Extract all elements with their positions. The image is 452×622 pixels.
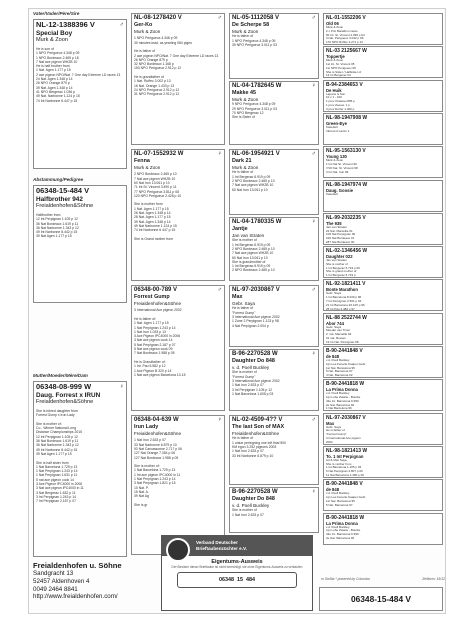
- ancestor-owner: Gebr. Saya: [326, 424, 342, 429]
- subject-notes: Halfbrother from 12 Int Perpignan 1.105 p 12 36 Nat Bordeaux 1.619 p 11 36 Nat Narbonne 1.343 p 12 49 Int Narbonne 8.442 p 15 39 Nat Agen 1.177 p 15: [36, 212, 79, 239]
- great-grandparent-card[interactable]: [229, 285, 319, 347]
- maternal-grandmother-ring: 06348-04-639 W: [134, 417, 179, 423]
- ancestor-ring: B-90-2441848 V: [326, 481, 363, 488]
- card-name: Dark 21: [232, 158, 252, 164]
- ancestor-ring: NL-95-1563130 V: [326, 148, 366, 155]
- card-notes: She is mother of 1 Int Bergerac 6.919 p 09 2 NPO Bordeaux 2.465 p 10 7 Nat ace pigeon WHZB 10 60 Nat Irun 13.061 p 10 She is grandmother of 1 Int Bergerac 6.919 p 09 2 NPO Bordeaux 2.465 p 10: [232, 238, 275, 273]
- ring-code: 06348: [219, 577, 234, 583]
- great-grandparent-card[interactable]: [229, 149, 319, 215]
- ancestor-card[interactable]: [323, 80, 443, 112]
- father-card[interactable]: [33, 19, 127, 169]
- ancestor-card[interactable]: [323, 313, 443, 345]
- grandfather-name: Ger-Ko: [134, 22, 153, 28]
- female-icon: ♀: [311, 351, 316, 357]
- ancestor-owner: Murk & Zoon: [326, 158, 344, 163]
- ancestor-name: Abor 744: [326, 320, 344, 326]
- ancestor-name: Daug. Goosie: [326, 187, 353, 193]
- ring-number: [177, 572, 297, 588]
- grandmother-ring: NL-07-1552932 W: [134, 151, 184, 157]
- mother-ring: 06348-08-999 W: [36, 382, 92, 391]
- mother-title: Mutter/Moeder/Mère/Dam: [33, 373, 88, 378]
- ancestor-owner: Jan van Straten: [326, 224, 348, 229]
- card-name: Jantje: [232, 226, 248, 232]
- ancestor-notes: 1 Int Nat St. Vincent 90 7/10 Nat. St. Vincent 98 3 Int Nat. Irun 99: [326, 161, 358, 174]
- ancestor-name: Bonte Marathon: [326, 287, 358, 293]
- subject-ring: 06348-15-484 V: [36, 186, 90, 195]
- ancestor-owner: Murk & Zoon: [326, 25, 344, 29]
- grandmother-owner: Murk & Zoon: [134, 164, 161, 170]
- ancestor-owner: v.d. Poell Buckley: [326, 524, 350, 529]
- card-owner: Freialdenhofen&Söhne: [232, 430, 279, 436]
- grandfather-card[interactable]: [131, 13, 225, 145]
- card-notes: She is mother of "Forrest Gump" 3 International Ace pigeon 2002 1 Nat Irun 2.633 p 07 3 Int Perpignan 1.105 p 12 1 Nat Barcelona 1.605 p 03: [232, 370, 280, 396]
- ancestor-notes: She is mother of 1 Int Bergerac 6.719 p 06 She is grand mother of 1 Int Bergerac 6.719 p: [326, 261, 360, 278]
- grandmother-notes: 2 NPO Bordeaux 2.465 p 10 7 Nat ace pigeon WHZB 10 60 Nat Irun 13.061 p 10 71 Int St. Vincent 3.490 p 11 77 NPO Perigueux 3.811 p 08 120 NPO Perigueux 2.428 p 10 She is mother from 1 Nat. Agen 1.177 p 15 26 Nat. Agen 1.348 p 14 28 Nat. Agen 1.177 p 15 39 Nat. Agen 1.348 p 14 49 Nat Narbonne 1.124 p 15 74 Int Narbonne 6.447 p 15 She is Grand mother from: [134, 172, 182, 241]
- ancestor-name: Max: [326, 420, 335, 426]
- father-owner: Murk & Zoon: [36, 37, 69, 44]
- ownership-stamp: [161, 535, 313, 611]
- stamp-title-1: Verband Deutscher: [196, 540, 238, 546]
- ancestor-owner: Kekebelt: [326, 124, 338, 129]
- ring-serial: 484: [246, 577, 255, 583]
- great-grandparent-card[interactable]: [229, 81, 319, 145]
- male-icon: ♂: [311, 287, 316, 293]
- ancestor-name: Daughter 022: [326, 254, 353, 260]
- ancestor-ring: B-94-2384653 V: [326, 81, 363, 88]
- father-ring: NL-12-1388396 V: [36, 20, 95, 29]
- ancestor-notes: Lijn Les Fenerle Kaaper Gebr. 1st Nat. Barcelona 95 5 Nat. Barcelona 97: [326, 494, 367, 507]
- mother-notes: She is inbred daughter from Forrest Gump x Irun Lady She is mother of: Co - Winner National Long Distance Championships 2015 12 Int Perpignan 1.105 p 12 36 Nat Bordeaux 1.619 p 11 36 Nat Narbonne 1.343 p 12 49 Int Narbonne 8.442 p 15 39 Nat Agen 1.177 p 15 She is half sister from 1 Nat Barcelona 1.729 p 13 1 Nat Perpignan 1.243 p 14 1 Nat Perpignan 1.631 p 11 5 nat ace pigeon cook 14 3 Ace Pigeon IPC4000 in 2006 3 Nat ace pigeon IPC4000 in 11 3 Nat Bergerac 1.632 p 11 3 Int Perpignan 1.243 p 14 7 Int Perpignan 2.187 p 07: [36, 408, 84, 504]
- great-grandparent-card[interactable]: [229, 217, 319, 281]
- ancestor-name: The 935: [326, 220, 342, 226]
- male-icon: ♂: [311, 15, 316, 21]
- ancestor-notes: 1 Int Barcelona 8.239 p 96 7 Int Perpignan 2.561 p 94 21 Int Barcelona 26.125 p 96 25 Int Pau 4.480 p 97: [326, 295, 365, 311]
- breeder-address: [33, 561, 153, 601]
- breeder-name: Freialdenhofen u. Söhne: [33, 561, 122, 570]
- card-ring: B-96-2270528 W: [232, 351, 278, 357]
- female-icon: ♀: [119, 384, 124, 390]
- ancestor-card[interactable]: [323, 379, 443, 411]
- ancestor-card[interactable]: [323, 513, 443, 545]
- ancestor-ring: NL-98-1947908 W: [326, 114, 368, 121]
- stamp-heading: Eigentums-Ausweis: [211, 559, 263, 565]
- card-notes: He is father of 1 untue perlegning one loft final 500 KM egon 3.252 pigeons 2003 1 Nat Irun 2.633 p 07 33 Int Narbonne 6.879 p 10: [232, 436, 286, 458]
- ancestor-notes: 2 x Prix Marathon races 60 Int. St. Vincent 2.099 p 04 3 Nat. Perigueux 3.032 p 06 170 NPO Ruffec 2.271 p 13: [326, 28, 365, 45]
- ancestor-notes: 10 x 1 - 100 1 prov Chateau 895 p 1 prov Zeeuw. 1 p 3 prov Dorfer 1.406 p: [326, 95, 355, 111]
- female-icon: ♀: [311, 489, 316, 495]
- ancestor-name: To. 1 Int Perpignan: [326, 453, 364, 459]
- ancestor-notes: Lijn Lobe Zwarte - Bourke 43e Int. Barcelona 6.950 2e Nat. Barcelona 92 1 Nat Barcelona 96: [326, 395, 361, 411]
- maternal-grandmother-owner: Freialdenhofen&Söhne: [134, 430, 181, 436]
- ancestor-name: de 848: [326, 354, 340, 359]
- breeder-city: 52457 Aldenhoven 4: [33, 578, 90, 585]
- male-icon: ♂: [119, 22, 124, 28]
- card-owner: Jan van Straten: [232, 232, 265, 238]
- maternal-grandmother-card[interactable]: [131, 415, 225, 555]
- ancestor-notes: She is mother from 1 Int Barcelona 1.105 p 03 6 Nat Perpignan 2.807 p 00 11 Nat Barcelona 4.480 p 00: [326, 461, 364, 478]
- ancestor-card[interactable]: [323, 46, 443, 78]
- card-ring: NL-97-2030867 V: [232, 287, 280, 293]
- ancestor-card[interactable]: [323, 413, 443, 445]
- bird-id-box: 06348-15-484 V: [319, 587, 443, 611]
- ancestor-ring: NL-01-1552206 V: [326, 15, 366, 21]
- ancestor-ring: B-90-2441818 W: [326, 381, 365, 388]
- great-grandparent-card[interactable]: [229, 415, 319, 485]
- ancestor-name: Young 130: [326, 154, 347, 160]
- ancestor-owner: Gebr. Saya: [326, 291, 342, 296]
- ancestor-notes: Lijn Lobe Zwarte - Bourke 43e Int. Barcelona 6.950 2e Nat. Barcelona 92: [326, 528, 361, 540]
- maternal-grandmother-name: Irun Lady: [134, 424, 159, 430]
- ancestor-name: La Prima Donna: [326, 520, 358, 526]
- ancestor-ring: NL-97-2030867 V: [326, 414, 366, 421]
- ancestor-ring: NL-98-1947974 W: [326, 181, 368, 188]
- card-notes: 9 NPO Perigueux 4.348 p 09 29 NPO Perigueux 3.011 p 03 70 NPO Bergerac 12 She is Sister of: [232, 102, 277, 120]
- ancestor-card[interactable]: [323, 446, 443, 478]
- ancestor-owner: Gebr. Saya: [326, 324, 342, 329]
- father-notes: He is son of 1 NPO Perigueux 4.348 p 09 1 NPO Bordeaux 2.465 p 18 7 Nat ace pigeon WHZB 10 He is half brother from 1 Nat. Agen 1.177 p 15 2 ace pigeon NPO/Nat. 7 One day Extreme LD races 13 24 Nat. Agen 1.348 p 14 26 NPO Orange 879 p 39 Nat. Agen 1.348 p 14 41 NPO Bergerac 1.036 p 49 Nat. Narbonne 1.124 p 15 74 Int Narbonne 6.447 p 15: [36, 46, 121, 103]
- card-name: Daughter Do 848: [232, 358, 275, 364]
- grandfather-owner: Murk & Zoon: [134, 28, 161, 34]
- female-icon: ♀: [311, 219, 316, 225]
- stamp-subtext: Der Besitzer dieser Brieftaube ist nicht berechtigt, sie ohne Eigentums-Ausweis zu verkaufen: [171, 565, 303, 569]
- ancestor-card[interactable]: [323, 246, 443, 278]
- card-name: De Scherpe 58: [232, 22, 270, 28]
- ancestor-name: Green-Eye: [326, 120, 347, 126]
- ancestor-ring: NL-03 2125667 W: [326, 48, 367, 55]
- card-ring: NL-02-4509-4?? V: [232, 417, 283, 423]
- card-notes: He is father of 1 Int Bergerac 6.919 p 09 2 NPO Bordeaux 2.465 p 10 7 Nat ace pigeon WHZB 10 60 Nat Irun 13.061 p 10: [232, 170, 275, 192]
- ancestor-owner: v.d. Poell Buckley: [326, 391, 350, 396]
- great-grandparent-card[interactable]: [229, 349, 319, 411]
- breeder-website-link[interactable]: http://www.freialdenhofen.com/: [33, 593, 118, 601]
- card-notes: She is mother of 1 Nat Irun 2.633 p 07: [232, 508, 264, 517]
- father-name: Special Boy: [36, 29, 73, 37]
- ancestor-owner: Murk & Zoon: [326, 58, 344, 63]
- card-owner: Murk & Zoon: [232, 164, 259, 170]
- card-owner: Murk & Zoon: [232, 28, 259, 34]
- card-notes: He is father of "Forrest Gump" 3 International Ace pigeon 2002 1 Zone 2 Perpignan 1.123 p 98 4 Nat Perpignan 2.004 p: [232, 306, 280, 328]
- card-ring: NL-06-1954921 V: [232, 151, 280, 157]
- maternal-grandfather-card[interactable]: [131, 285, 225, 411]
- card-ring: NL-04-1782645 W: [232, 83, 282, 89]
- subject-name: Halfbrother 942: [36, 195, 83, 203]
- ancestor-owner: v.d. Poell Buckley: [326, 491, 350, 496]
- ancestor-owner: Jan van Straten: [326, 258, 348, 263]
- male-icon: ♂: [217, 15, 222, 21]
- ancestor-card[interactable]: [323, 213, 443, 245]
- ancestor-notes: He is father of "Forrest Gump" 3 International Ace pigeon 2002: [326, 428, 361, 444]
- ancestor-notes: Inbred of Lanzo 1: [326, 128, 350, 133]
- ancestor-notes: 1st Int. St. Vincent 05 1st NPO Perigueux 05 She is Sister / Halfsister of 13 Int Bergerac 04: [326, 62, 362, 78]
- great-grandparent-card[interactable]: [229, 13, 319, 79]
- male-icon: ♂: [311, 151, 316, 157]
- card-owner: v. d. Poell Buckley: [232, 364, 270, 370]
- ancestor-name: Toppertje: [326, 54, 345, 60]
- maternal-grandfather-name: Forrest Gump: [134, 294, 170, 300]
- ancestor-card[interactable]: [323, 13, 443, 45]
- ancestor-card[interactable]: [323, 113, 443, 145]
- female-icon: ♀: [217, 417, 222, 423]
- ancestor-owner: v.d. Poell Buckley: [326, 358, 350, 362]
- ancestor-owner: Kekebelt: [326, 191, 338, 196]
- ancestor-name: La Prima Donna: [326, 387, 358, 393]
- female-icon: ♀: [311, 83, 316, 89]
- ancestor-card[interactable]: [323, 479, 443, 511]
- ancestor-card[interactable]: [323, 146, 443, 178]
- card-ring: NL-05-1112058 V: [232, 15, 280, 21]
- breeder-street: Sandgracht 13: [33, 570, 74, 578]
- print-date: Zeitform: 18/12: [422, 577, 445, 581]
- card-name: Max: [232, 294, 243, 300]
- software-line: [321, 577, 445, 581]
- ancestor-ring: B-90-2441818 W: [326, 514, 365, 521]
- pedigree-sheet: [28, 8, 446, 614]
- card-owner: Gebr. Saya: [232, 300, 255, 306]
- card-name: Makke 45: [232, 90, 256, 96]
- male-icon: ♂: [311, 417, 316, 423]
- grandmother-name: Fenna: [134, 158, 150, 164]
- ancestor-owner: Ad & Max Saya: [326, 457, 347, 462]
- ancestor-card[interactable]: [323, 279, 443, 311]
- card-name: The last Son of MAX: [232, 424, 285, 430]
- ancestor-owner: Laporte & Son: [326, 91, 346, 96]
- ancestor-card[interactable]: [323, 180, 443, 212]
- mother-owner: Freialdenhofen&Söhne: [36, 399, 94, 406]
- maternal-grandfather-notes: 3 International Ace pigeon 2002 He is father of: 1 Nat. Agen 1.177 p 15 1 Nat Perpignan 1.243 p 14 1 Nat Irun 1.033 p 13 3 Ace Pigeon IPC4000 in 2006 3 Nat ace pigeon cook 14 5 Nat Perpignan 2.187 p 07 5 Nat ace pigeon cook 09 7 Nat Bordeaux 1.988 p 05 He is Grandfather of: 1 Int. Pau 6.582 p 12 1 Ace Pigeon B 320 p 14 1 Nat ace pigeon Barcelona 13-15: [134, 308, 186, 377]
- male-icon: ♂: [217, 287, 222, 293]
- ancestor-card[interactable]: [323, 346, 443, 378]
- female-icon: ♀: [217, 151, 222, 157]
- ancestor-ring: NL-92-1821411 V: [326, 281, 366, 288]
- ancestor-notes: 22 Nat. Marseille 01 109 Nat Perpignan 00 220 Nat Bordeaux 01 287 Nat Bordeaux 00: [326, 228, 356, 244]
- card-name: Daughter Do 848: [232, 496, 275, 502]
- maternal-grandmother-notes: 1 Nat Irun 2.633 p 07 33 Nat Narbonne 6.879 p 10 93 Nat Carcassonne 2.717 p 06 127 Nat Orange 7.354 p 06 127 Nat Bordeaux 1.988 p 05 She is mother of: 1 Nat Barcelona 1.729 p 13 1 Int ace pigeon IPC4000 in 11 1 Nat Perpignan 1.243 p 14 3 Nat Perpignan 1.821 p 15 10 Nat. P. 15 Nat. A. 39 Nat Ag She is gr: [134, 438, 182, 507]
- mother-card[interactable]: [33, 381, 127, 557]
- subject-owner: Freialdenhofen&Söhne: [36, 203, 94, 210]
- ancestor-name: de 848: [326, 487, 340, 493]
- ancestor-ring: NL-88 2522744 W: [326, 314, 367, 321]
- card-ring: NL-04-1780335 W: [232, 219, 282, 225]
- grandfather-ring: NL-08-1278420 V: [134, 15, 182, 21]
- ancestor-ring: NL-98-1821413 W: [326, 447, 368, 454]
- grandfather-notes: 1 NPO Perigueux 4.348 p 09 30 minutes lead, as yearling 084 pigeo He is father of 2 ace pigeon NPO/Nat. 7 One day Extreme LD races 13 26 NPO Orange 879 p 32 NPO Bordeaux 1.168 p 153 NPO Perigueux 2.912 p 12 He is grandfather of 1 Nat. Ruffec 3.002 p 13 16 Nat. Orange 1.433 p 13 24 NPO Perigueux 2.912 p 12 31 NPO Perigueux 2.912 p 12: [134, 36, 219, 97]
- card-ring: B-96-2270528 W: [232, 489, 278, 495]
- stamp-title-2: Brieftaubenzüchter e.V.: [196, 546, 247, 551]
- ancestor-notes: Lijn Les Fenerle Kaaper Gebr. 1st Nat. Barcelona 95 5 Nat. Barcelona 97 4 Nat. Barcelona 02: [326, 361, 367, 378]
- pedigree-title: Abstammung/Pedigree: [33, 177, 84, 182]
- ring-year: 15: [237, 577, 243, 583]
- ancestor-notes: Moeder van Timor 2. nat. Marseille 92 31 nat. Roeset 19 Int Nat. Perpignan 98: [326, 328, 359, 344]
- card-owner: Murk & Zoon: [232, 96, 259, 102]
- subject-bird-card[interactable]: [33, 185, 127, 303]
- maternal-grandfather-ring: 06348-00-789 V: [134, 287, 178, 293]
- card-owner: v. d. Poell Buckley: [232, 502, 270, 508]
- father-title: Vater/Vader/Père/Sire: [33, 11, 80, 16]
- ancestor-name: De Huik: [326, 87, 342, 93]
- ancestor-ring: B-90-2441848 V: [326, 348, 363, 354]
- software-credit: m Sicillia * powered by Columba: [321, 577, 370, 581]
- great-grandparent-card[interactable]: [229, 487, 319, 533]
- card-notes: He is father of 1 NPO Perigueux 4.348 p 09 39 NPO Perigueux 3.011 p 03: [232, 34, 277, 47]
- ancestor-name: Old 06: [326, 21, 339, 26]
- association-seal-icon: [166, 538, 190, 562]
- mother-name: Daug. Forrest x IRUN: [36, 391, 101, 399]
- ancestor-ring: NL-02-1346456 W: [326, 248, 368, 255]
- maternal-grandfather-owner: Freialdenhofen&Söhne: [134, 300, 181, 306]
- ancestor-ring: NL-99-2032235 V: [326, 214, 366, 221]
- grandmother-card[interactable]: [131, 149, 225, 281]
- breeder-phone: 0049 2464 8841: [33, 585, 78, 593]
